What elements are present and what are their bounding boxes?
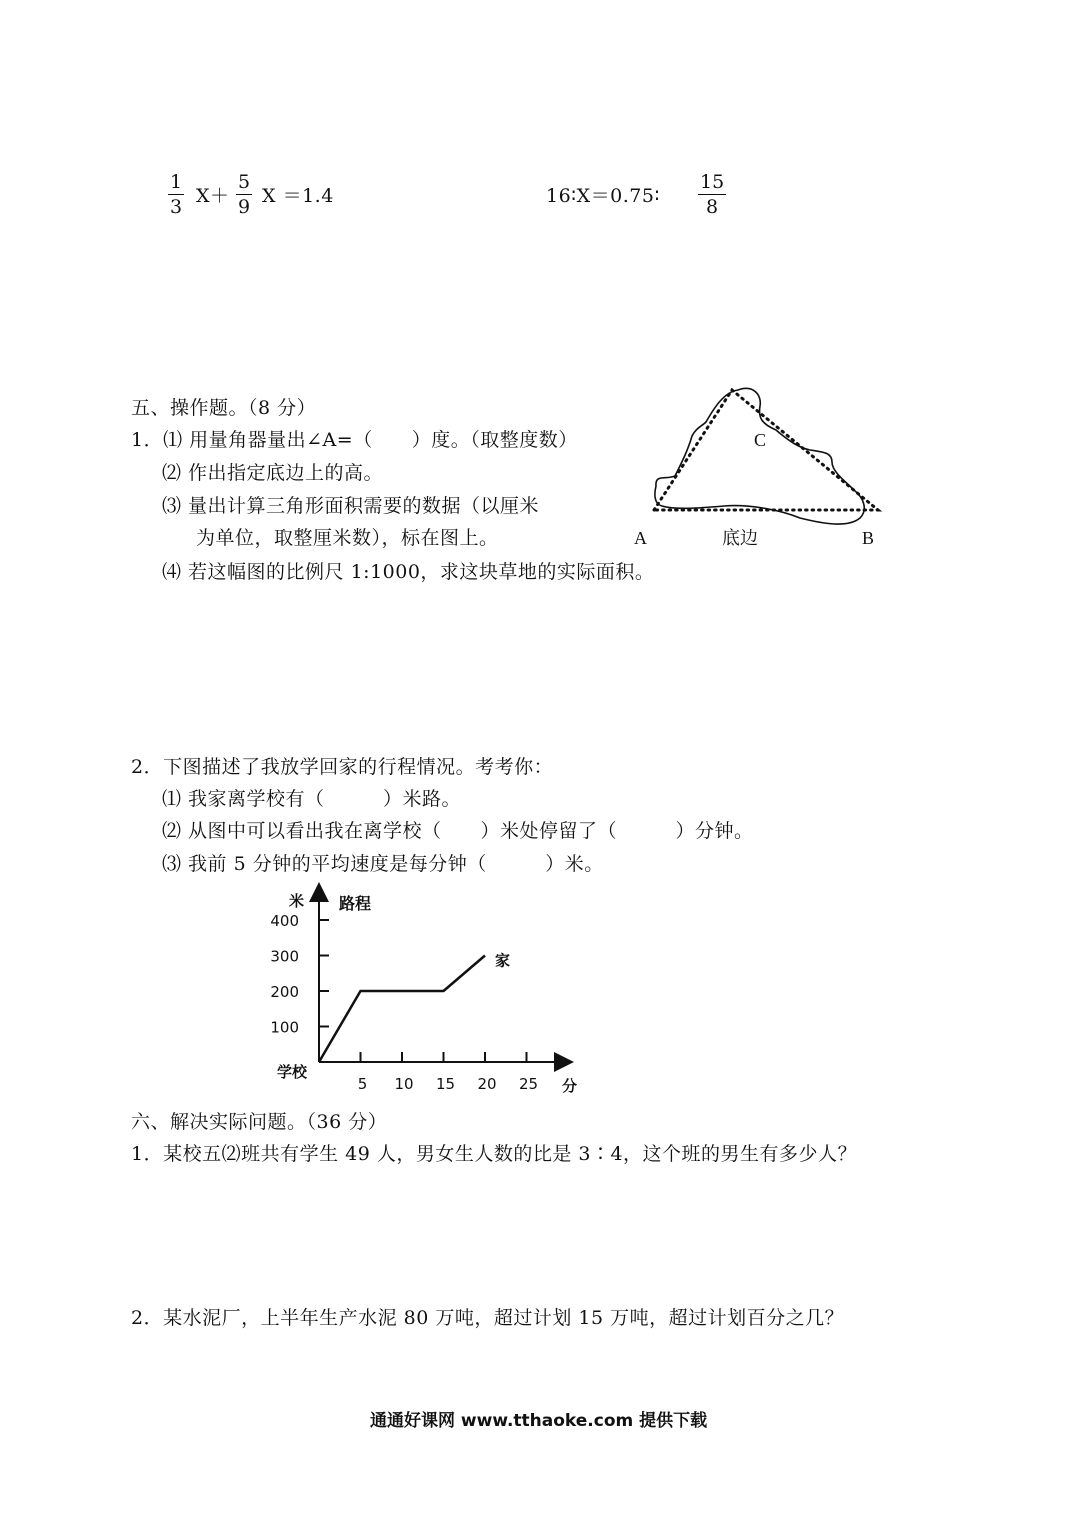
y-axis-label: 米 xyxy=(289,892,305,910)
equation-text: 16∶X＝0.75∶ xyxy=(546,185,660,207)
question-2-line: ⑴ 我家离学校有（ ）米路。 xyxy=(162,788,462,810)
numerator: 5 xyxy=(238,171,251,193)
section-6-heading: 六、解决实际问题。（36 分） xyxy=(131,1111,388,1133)
numerator: 15 xyxy=(700,171,725,193)
section-6-question-2: 2．某水泥厂，上半年生产水泥 80 万吨，超过计划 15 万吨，超过计划百分之几？ xyxy=(131,1307,845,1329)
equation-text: X＋ xyxy=(196,185,230,207)
lawn-outline xyxy=(655,388,864,524)
vertex-a-label: A xyxy=(634,528,647,548)
footer-text: 通通好课网 www.tthaoke.com 提供下载 xyxy=(370,1411,708,1431)
question-1-line: ⑶ 量出计算三角形面积需要的数据（以厘米 xyxy=(162,495,540,517)
denominator: 3 xyxy=(170,196,183,218)
distance-time-chart xyxy=(264,876,594,1106)
distance-line xyxy=(319,956,485,1063)
section-6-question-1: 1．某校五⑵班共有学生 49 人，男女生人数的比是 3∶4，这个班的男生有多少人？ xyxy=(131,1143,858,1165)
chart-title: 路程 xyxy=(339,894,372,913)
x-tick-label: 20 xyxy=(477,1075,497,1093)
base-label: 底边 xyxy=(722,528,758,549)
x-tick-label: 10 xyxy=(394,1075,414,1093)
x-tick-label: 5 xyxy=(357,1075,368,1093)
y-tick-label: 400 xyxy=(270,912,299,930)
equation-text: X ＝1.4 xyxy=(262,185,334,207)
vertex-c-label: C xyxy=(754,430,767,450)
section-5-heading: 五、操作题。（8 分） xyxy=(131,397,317,419)
fraction xyxy=(236,172,252,217)
question-1-line: ⑷ 若这幅图的比例尺 1:1000，求这块草地的实际面积。 xyxy=(162,561,655,583)
question-1-line: 为单位，取整厘米数），标在图上。 xyxy=(196,527,499,549)
triangle-figure xyxy=(634,378,890,549)
fraction xyxy=(168,172,184,217)
vertex-b-label: B xyxy=(862,528,875,548)
y-tick-label: 100 xyxy=(270,1018,299,1037)
question-2-line: ⑵ 从图中可以看出我在离学校（ ）米处停留了（ ）分钟。 xyxy=(162,820,754,842)
x-tick-label: 25 xyxy=(518,1075,539,1093)
x-axis-label: 分 xyxy=(562,1077,578,1095)
y-tick-label: 300 xyxy=(270,947,299,966)
denominator: 9 xyxy=(238,196,251,218)
question-1-line: ⑵ 作出指定底边上的高。 xyxy=(162,462,384,484)
y-tick-label: 200 xyxy=(270,983,299,1001)
question-1-line: 1．⑴ 用量角器量出∠A=（ ）度。（取整度数） xyxy=(131,429,578,451)
x-tick-label: 15 xyxy=(435,1075,456,1093)
origin-label: 学校 xyxy=(277,1063,308,1081)
denominator: 8 xyxy=(706,196,719,218)
numerator: 1 xyxy=(170,171,183,193)
fraction xyxy=(698,172,726,217)
question-2-line: 2．下图描述了我放学回家的行程情况。考考你： xyxy=(131,756,554,778)
end-label: 家 xyxy=(495,951,511,970)
question-2-line: ⑶ 我前 5 分钟的平均速度是每分钟（ ）米。 xyxy=(162,853,604,875)
